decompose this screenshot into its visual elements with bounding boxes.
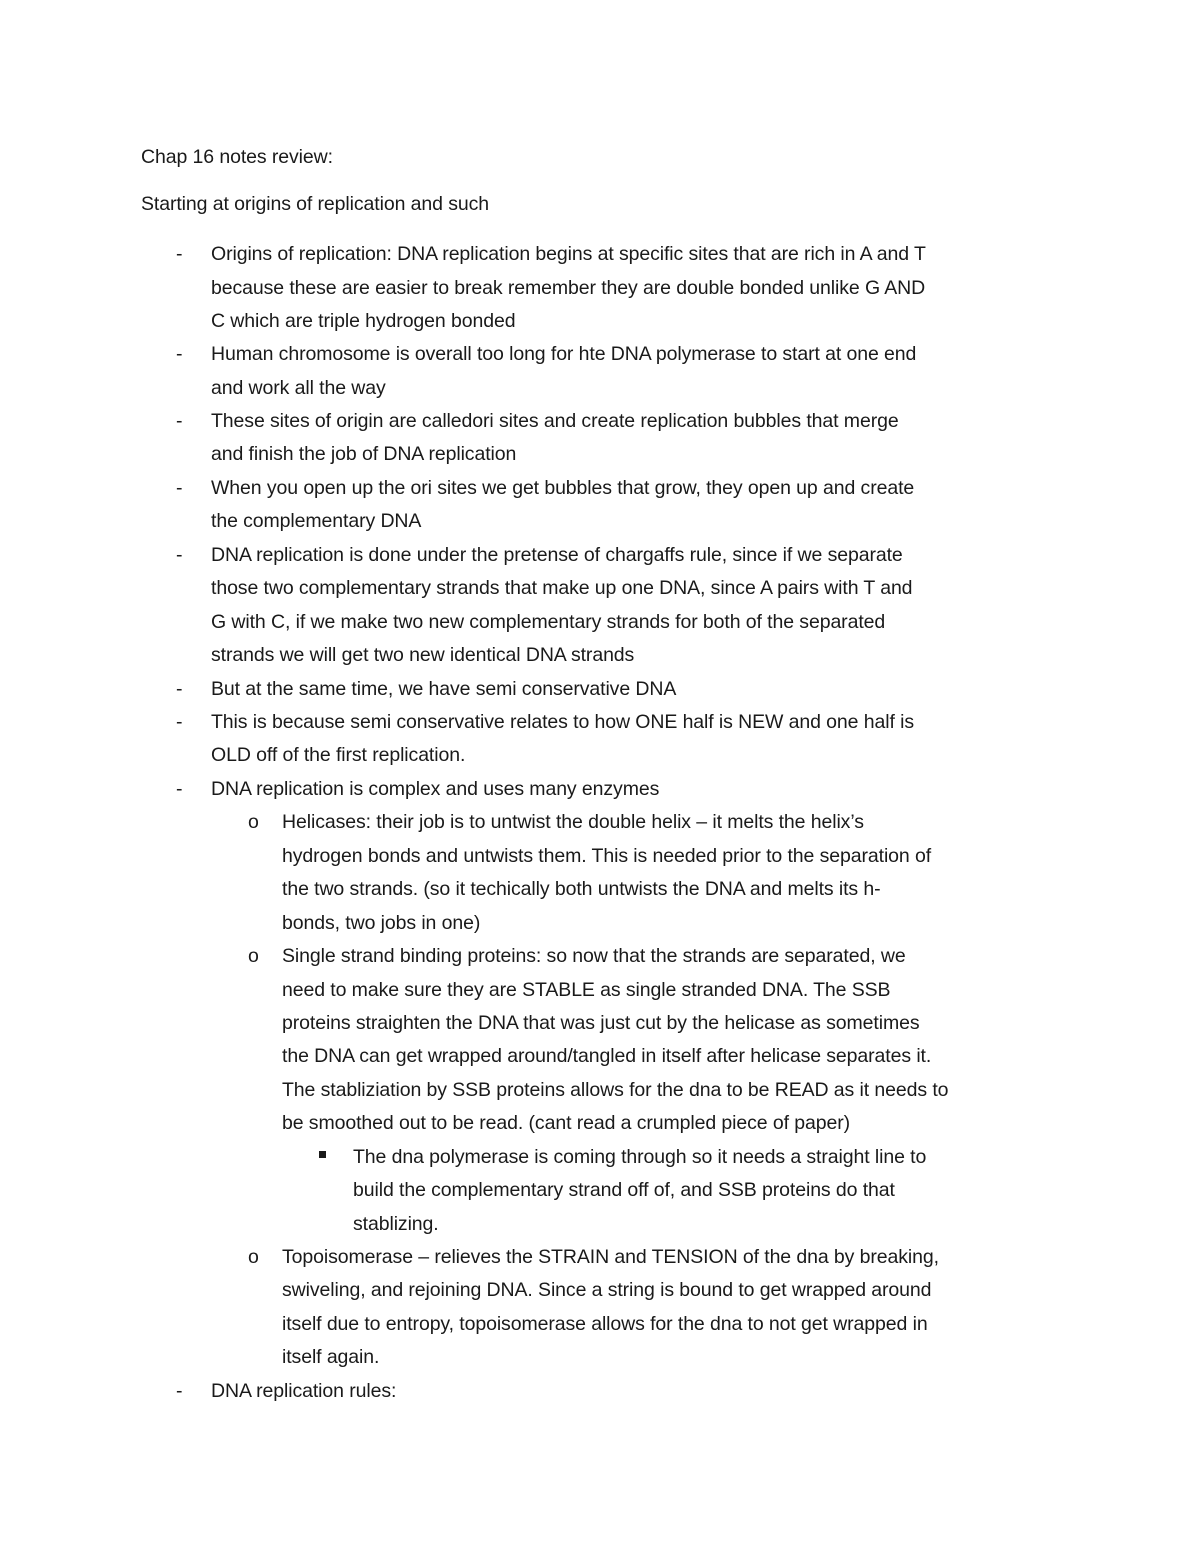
circle-bullet: o bbox=[248, 1246, 259, 1268]
sub-item-cont: the two strands. (so it techically both untwists the DNA and melts its h- bbox=[282, 878, 881, 900]
list-item: This is because semi conservative relates to how ONE half is NEW and one half is bbox=[211, 711, 914, 733]
list-item-cont: the complementary DNA bbox=[211, 510, 422, 532]
list-item: These sites of origin are calledori sites and create replication bubbles that merge bbox=[211, 410, 899, 432]
sub-item-cont: hydrogen bonds and untwists them. This is needed prior to the separation of bbox=[282, 845, 932, 867]
sub-item: Helicases: their job is to untwist the double helix – it melts the helix’s bbox=[282, 811, 864, 833]
list-item: DNA replication is complex and uses many enzymes bbox=[211, 778, 660, 800]
list-item-cont: strands we will get two new identical DNA strands bbox=[211, 644, 635, 666]
dash-bullet: - bbox=[176, 778, 183, 800]
list-item: When you open up the ori sites we get bubbles that grow, they open up and create bbox=[211, 477, 915, 499]
dash-bullet: - bbox=[176, 477, 183, 499]
sub-item-cont: proteins straighten the DNA that was just cut by the helicase as sometimes bbox=[282, 1012, 920, 1034]
list-item: Origins of replication: DNA replication begins at specific sites that are rich in A and T bbox=[211, 243, 926, 265]
dash-bullet: - bbox=[176, 711, 183, 733]
dash-bullet: - bbox=[176, 410, 183, 432]
sub-item: Topoisomerase – relieves the STRAIN and TENSION of the dna by breaking, bbox=[282, 1246, 939, 1268]
list-item-cont: those two complementary strands that make up one DNA, since A pairs with T and bbox=[211, 577, 913, 599]
sub-sub-item-cont: build the complementary strand off of, and SSB proteins do that bbox=[353, 1179, 895, 1201]
list-item: Human chromosome is overall too long for hte DNA polymerase to start at one end bbox=[211, 343, 917, 365]
sub-item-cont: be smoothed out to be read. (cant read a crumpled piece of paper) bbox=[282, 1112, 851, 1134]
sub-sub-item: The dna polymerase is coming through so it needs a straight line to bbox=[353, 1146, 927, 1168]
sub-item-cont: need to make sure they are STABLE as single stranded DNA. The SSB bbox=[282, 979, 891, 1001]
list-item: DNA replication rules: bbox=[211, 1380, 397, 1402]
page-title: Chap 16 notes review: bbox=[141, 146, 333, 168]
sub-item-cont: itself due to entropy, topoisomerase allows for the dna to not get wrapped in bbox=[282, 1313, 928, 1335]
sub-item-cont: itself again. bbox=[282, 1346, 380, 1368]
sub-item: Single strand binding proteins: so now that the strands are separated, we bbox=[282, 945, 906, 967]
list-item-cont: OLD off of the first replication. bbox=[211, 744, 466, 766]
list-item-cont: and finish the job of DNA replication bbox=[211, 443, 517, 465]
sub-item-cont: The stabliziation by SSB proteins allows for the dna to be READ as it needs to bbox=[282, 1079, 949, 1101]
list-item-cont: C which are triple hydrogen bonded bbox=[211, 310, 516, 332]
list-item: DNA replication is done under the pretense of chargaffs rule, since if we separate bbox=[211, 544, 903, 566]
square-bullet-icon bbox=[319, 1151, 326, 1158]
list-item-cont: because these are easier to break remember they are double bonded unlike G AND bbox=[211, 277, 926, 299]
dash-bullet: - bbox=[176, 544, 183, 566]
subtitle: Starting at origins of replication and such bbox=[141, 193, 489, 215]
list-item-cont: G with C, if we make two new complementary strands for both of the separated bbox=[211, 611, 886, 633]
list-item: But at the same time, we have semi conservative DNA bbox=[211, 678, 677, 700]
dash-bullet: - bbox=[176, 678, 183, 700]
sub-item-cont: bonds, two jobs in one) bbox=[282, 912, 481, 934]
list-item-cont: and work all the way bbox=[211, 377, 386, 399]
sub-item-cont: the DNA can get wrapped around/tangled in itself after helicase separates it. bbox=[282, 1045, 932, 1067]
sub-sub-item-cont: stablizing. bbox=[353, 1213, 439, 1235]
dash-bullet: - bbox=[176, 343, 183, 365]
dash-bullet: - bbox=[176, 243, 183, 265]
sub-item-cont: swiveling, and rejoining DNA. Since a string is bound to get wrapped around bbox=[282, 1279, 932, 1301]
dash-bullet: - bbox=[176, 1380, 183, 1402]
circle-bullet: o bbox=[248, 811, 259, 833]
circle-bullet: o bbox=[248, 945, 259, 967]
